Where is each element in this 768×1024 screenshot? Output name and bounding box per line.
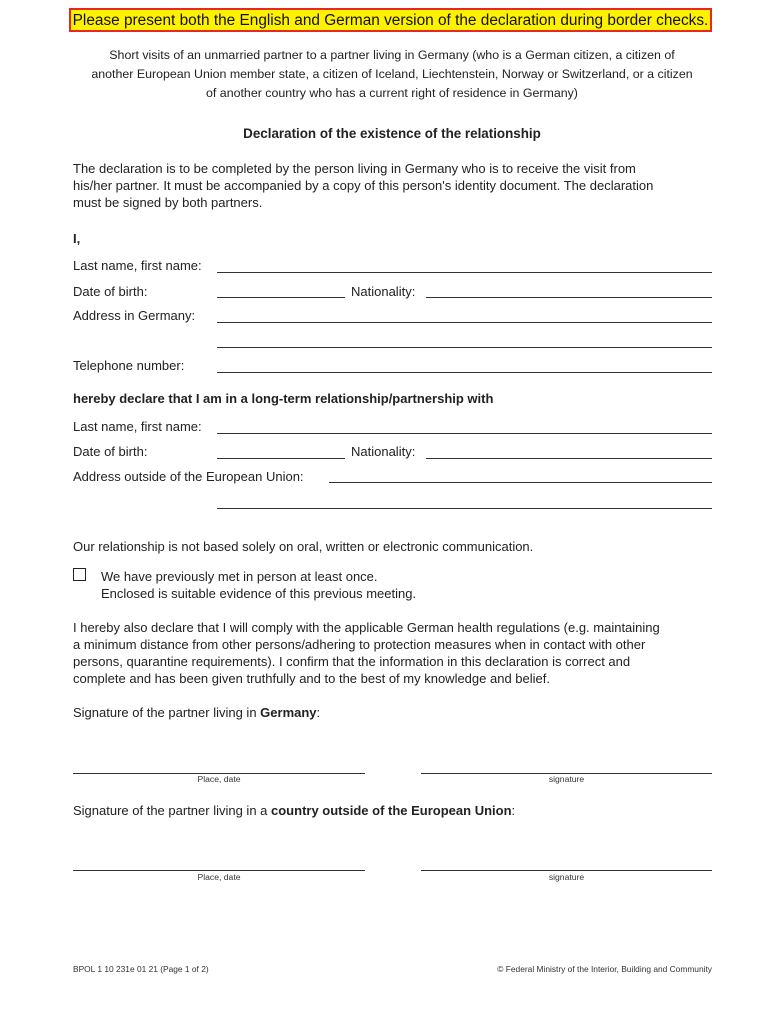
telephone-field[interactable] (217, 372, 712, 374)
section2-heading: hereby declare that I am in a long-term relationship/partnership with (73, 391, 494, 406)
instructions-line: his/her partner. It must be accompanied by a copy of this person's identity document. The declaration (73, 178, 654, 193)
declaration-line: I hereby also declare that I will comply with the applicable German health regulations (e.g. maintaining (73, 620, 660, 635)
signature-germany-heading (73, 705, 320, 720)
last-name-field-1[interactable] (217, 272, 712, 274)
relationship-statement: Our relationship is not based solely on oral, written or electronic communication. (73, 539, 534, 554)
place-date-caption-outside: Place, date (197, 872, 241, 882)
intro-line: another European Union member state, a citizen of Iceland, Liechtenstein, Norway or Switzerland, or a citizen (91, 67, 693, 81)
dob-label-1: Date of birth: (73, 284, 148, 299)
instructions-line: The declaration is to be completed by the person living in Germany who is to receive the visit from (73, 161, 636, 176)
section1-heading: I, (73, 231, 81, 246)
dob-field-2[interactable] (217, 458, 345, 460)
health-declaration-paragraph (73, 619, 713, 687)
signature-outside-suffix: : (511, 803, 516, 818)
signature-outside-country: country outside of the European Union (271, 803, 512, 818)
signature-caption-outside: signature (548, 872, 585, 882)
signature-germany-suffix: : (316, 705, 321, 720)
nationality-field-2[interactable] (426, 458, 712, 460)
last-name-field-2[interactable] (217, 433, 712, 435)
last-name-label-2: Last name, first name: (73, 419, 202, 434)
address-germany-field-1[interactable] (217, 322, 712, 324)
place-date-caption-germany: Place, date (197, 774, 241, 784)
intro-text (72, 46, 712, 103)
checkbox-label-line2: Enclosed is suitable evidence of this previous meeting. (101, 586, 417, 601)
nationality-field-1[interactable] (426, 297, 712, 299)
declaration-line: complete and has been given truthfully and to the best of my knowledge and belief. (73, 671, 550, 686)
met-in-person-checkbox[interactable] (73, 568, 86, 581)
signature-germany-country: Germany (260, 705, 317, 720)
border-check-notice: Please present both the English and German version of the declaration during border checks. (69, 8, 712, 32)
signature-caption-germany: signature (548, 774, 585, 784)
instructions-line: must be signed by both partners. (73, 195, 263, 210)
address-outside-eu-field-2[interactable] (217, 508, 712, 510)
nationality-label-1: Nationality: (351, 284, 416, 299)
signature-outside-heading (73, 803, 515, 818)
last-name-label-1: Last name, first name: (73, 258, 202, 273)
signature-outside-prefix: Signature of the partner living in a (73, 803, 272, 818)
declaration-line: persons, quarantine requirements). I confirm that the information in this declaration is correct and (73, 654, 631, 669)
address-outside-eu-label: Address outside of the European Union: (73, 469, 304, 484)
intro-line: Short visits of an unmarried partner to a partner living in Germany (who is a German citizen, a citizen of (109, 48, 675, 62)
dob-label-2: Date of birth: (73, 444, 148, 459)
intro-line: of another country who has a current right of residence in Germany) (206, 86, 578, 100)
address-germany-field-2[interactable] (217, 347, 712, 349)
form-code: BPOL 1 10 231e 01 21 (Page 1 of 2) (73, 964, 209, 974)
address-outside-eu-field-1[interactable] (329, 482, 712, 484)
signature-germany-prefix: Signature of the partner living in (73, 705, 261, 720)
checkbox-label-line1: We have previously met in person at least once. (101, 569, 378, 584)
document-title: Declaration of the existence of the relationship (243, 126, 541, 141)
address-germany-label: Address in Germany: (73, 308, 196, 323)
ministry-copyright: © Federal Ministry of the Interior, Building and Community (497, 964, 712, 974)
nationality-label-2: Nationality: (351, 444, 416, 459)
declaration-line: a minimum distance from other persons/adhering to protection measures when in contact with other (73, 637, 646, 652)
instructions-paragraph (73, 160, 713, 211)
dob-field-1[interactable] (217, 297, 345, 299)
telephone-label: Telephone number: (73, 358, 185, 373)
